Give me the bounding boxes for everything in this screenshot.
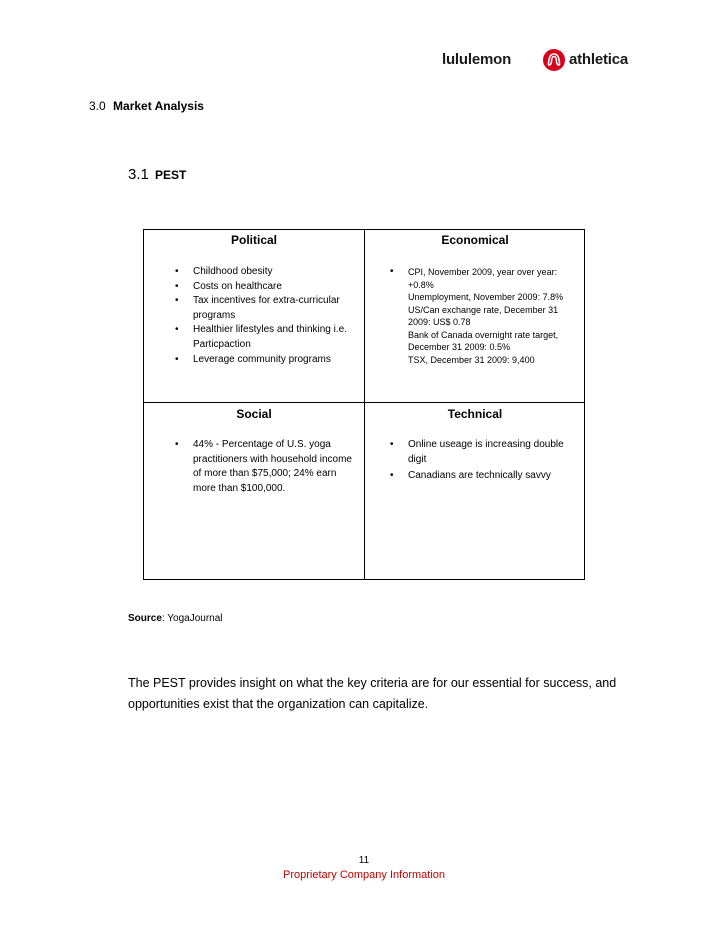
- text-line: Unemployment, November 2009: 7.8%: [408, 292, 564, 302]
- list-item: • Costs on healthcare: [175, 280, 282, 292]
- section-heading: [89, 99, 204, 113]
- page-number: 11: [358, 855, 370, 866]
- section-title: Market Analysis: [113, 99, 204, 113]
- list-item: • Canadians are technically savvy: [390, 470, 551, 482]
- source-value: : YogaJournal: [161, 613, 223, 624]
- pest-table: [143, 229, 585, 580]
- economical-heading: Economical: [441, 233, 509, 247]
- company-logo: [442, 50, 629, 72]
- lululemon-omega-logo-icon: [543, 48, 565, 72]
- technical-list: [390, 438, 578, 484]
- pest-cell-social: [144, 403, 364, 580]
- list-item: • CPI, November 2009, year over year: +0.8%: [390, 266, 558, 290]
- social-list: [175, 438, 353, 496]
- logo-text-athletica: athletica: [569, 51, 629, 68]
- list-item: • Childhood obesity: [175, 266, 273, 277]
- text-line: TSX, December 31 2009: 9,400: [408, 354, 535, 365]
- pest-cell-technical: [365, 403, 585, 580]
- section-number: 3.0: [89, 99, 106, 113]
- subsection-title: PEST: [155, 168, 187, 182]
- list-item: • Healthier lifestyles and thinking i.e. Particpaction: [175, 324, 347, 350]
- list-item: • 44% - Percentage of U.S. yoga practitioners with household income of more than $75,000; 24% earn more than $100,000.: [175, 439, 352, 494]
- body-paragraph: The PEST provides insight on what the key criteria are for our essential for success, and opportunities exist that the organization can capitalize.: [128, 676, 617, 711]
- text-line: US/Can exchange rate, December 31 2009: US$ 0.78: [408, 304, 559, 327]
- source-note: [128, 613, 223, 624]
- pest-cell-political: [144, 230, 364, 402]
- political-list: [175, 265, 358, 367]
- logo-text-lululemon: lululemon: [442, 51, 512, 68]
- text-line: Bank of Canada overnight rate target, December 31 2009: 0.5%: [408, 329, 559, 352]
- list-item: • Tax incentives for extra-curricular programs: [175, 295, 340, 321]
- technical-heading: Technical: [447, 407, 503, 421]
- list-item: • Online useage is increasing double digit: [390, 439, 564, 465]
- subsection-number: 3.1: [128, 166, 149, 183]
- footer-text: Proprietary Company Information: [282, 869, 445, 881]
- subsection-heading: [128, 166, 186, 183]
- list-item: • Leverage community programs: [175, 353, 331, 365]
- source-label: Source: [128, 613, 162, 624]
- social-heading: Social: [236, 407, 272, 421]
- political-heading: Political: [230, 233, 277, 247]
- pest-cell-economical: [365, 230, 585, 402]
- economical-list: [390, 266, 578, 366]
